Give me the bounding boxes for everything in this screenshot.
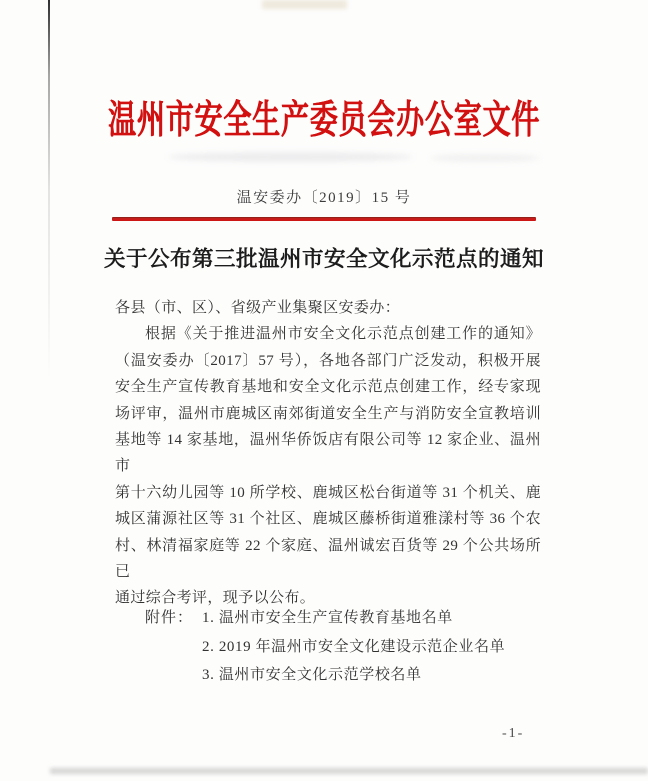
page-number: -1- <box>502 726 525 741</box>
attachments-label: 附件： <box>145 610 194 626</box>
scan-artifact-top-smudge <box>262 0 347 9</box>
body-line: 第十六幼儿园等 10 所学校、鹿城区松台街道等 31 个机关、鹿 <box>115 484 541 501</box>
document-header <box>0 92 648 142</box>
body-line-salutation: 各县（市、区）、省级产业集聚区安委办： <box>115 300 401 316</box>
scan-artifact-bottom-edge <box>50 768 648 774</box>
attachments-list <box>202 604 505 690</box>
body-line: 根据《关于推进温州市安全文化示范点创建工作的通知》 <box>145 326 541 343</box>
document-title: 关于公布第三批温州市安全文化示范点的通知 <box>103 247 544 271</box>
red-separator-line <box>112 217 536 221</box>
body-line: 村、林清福家庭等 22 个家庭、温州诚宏百货等 29 个公共场所已 <box>115 537 541 581</box>
body-line: 安全生产宣传教育基地和安全文化示范点创建工作，经专家现 <box>115 379 541 396</box>
attachment-item: 2. 2019 年温州市安全文化建设示范企业名单 <box>202 638 506 655</box>
body-line-closing: 通过综合考评，现予以公布。 <box>115 590 316 607</box>
scan-artifact-ghosting <box>430 154 540 162</box>
body-line: （温安委办〔2017〕57 号），各地各部门广泛发动，积极开展 <box>115 352 541 369</box>
body-line: 基地等 14 家基地，温州华侨饭店有限公司等 12 家企业、温州市 <box>115 432 541 475</box>
scan-artifact-ghosting <box>168 152 413 162</box>
document-number: 温安委办〔2019〕15 号 <box>236 190 412 206</box>
attachment-item: 1. 温州市安全生产宣传教育基地名单 <box>202 610 453 626</box>
header-title-text: 温州市安全生产委员会办公室文件 <box>107 99 540 142</box>
body-line: 场评审，温州市鹿城区南郊街道安全生产与消防安全宣教培训 <box>115 405 541 422</box>
attachment-item: 3. 温州市安全文化示范学校名单 <box>202 667 422 684</box>
attachments-section <box>145 604 505 690</box>
body-line: 城区蒲源社区等 31 个社区、鹿城区藤桥街道雅漾村等 36 个农 <box>115 511 541 528</box>
document-body <box>115 295 541 612</box>
